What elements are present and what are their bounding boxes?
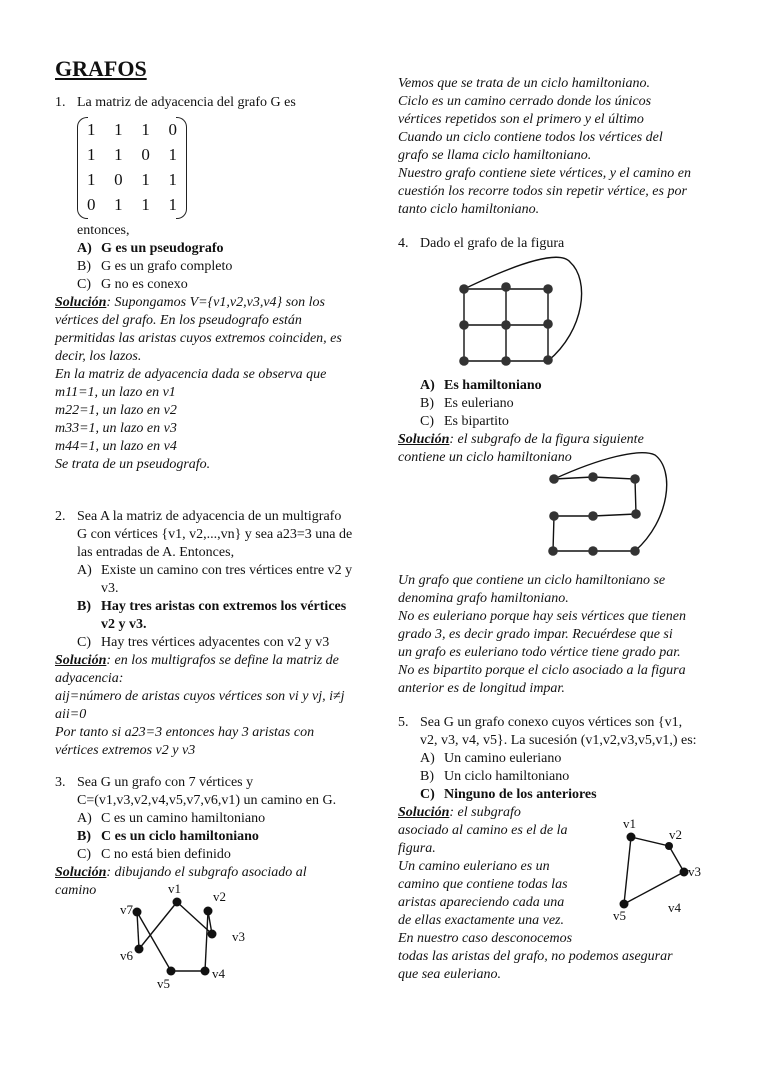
solution-text: contiene un ciclo hamiltoniano bbox=[398, 450, 572, 465]
vertex-label: v1 bbox=[623, 816, 636, 831]
explanation-text: Cuando un ciclo contiene todos los vértices del bbox=[398, 130, 663, 145]
matrix-cell: 0 bbox=[114, 170, 123, 189]
stem-text: Dado el grafo de la figura bbox=[420, 236, 565, 251]
matrix-cell: 1 bbox=[87, 145, 96, 164]
vertex-label: v5 bbox=[613, 908, 626, 923]
question-number: 4. bbox=[398, 236, 409, 251]
option-label: C) bbox=[77, 635, 91, 650]
solution-text: aii=0 bbox=[55, 707, 87, 722]
stem-text: Sea G un grafo con 7 vértices y bbox=[77, 775, 254, 790]
stem-text: v2, v3, v4, v5}. La sucesión (v1,v2,v3,v5,v1,) es: bbox=[420, 733, 697, 748]
option-label: C) bbox=[77, 277, 91, 292]
solution-text: aristas apareciendo cada una bbox=[398, 895, 565, 910]
option-label: A) bbox=[77, 241, 92, 256]
explanation-text: grafo se llama ciclo hamiltoniano. bbox=[398, 148, 592, 163]
option-text: Hay tres vértices adyacentes con v2 y v3 bbox=[101, 635, 330, 650]
matrix-cell: 1 bbox=[141, 120, 150, 139]
vertex-label: v2 bbox=[669, 827, 682, 842]
matrix-cell: 0 bbox=[168, 120, 177, 139]
solution-text: de ellas exactamente una vez. bbox=[398, 913, 564, 928]
vertex-label: v1 bbox=[168, 881, 181, 896]
option-text: G no es conexo bbox=[101, 277, 188, 292]
option-label: A) bbox=[420, 751, 435, 766]
matrix-cell: 1 bbox=[87, 170, 96, 189]
option-label: C) bbox=[420, 787, 435, 802]
solution-text: : Supongamos V={v1,v2,v3,v4} son los bbox=[106, 295, 325, 310]
vertex-label: v4 bbox=[668, 900, 681, 915]
solution-text: figura. bbox=[398, 841, 436, 856]
explanation-text: anterior es de longitud impar. bbox=[398, 681, 565, 696]
explanation-text: denomina grafo hamiltoniano. bbox=[398, 591, 569, 606]
matrix-cell: 1 bbox=[141, 170, 150, 189]
solution-text: m22=1, un lazo en v2 bbox=[55, 403, 177, 418]
solution-text: : en los multigrafos se define la matriz de bbox=[106, 653, 339, 668]
vertex-label: v3 bbox=[232, 929, 245, 944]
vertex-label: v3 bbox=[688, 864, 701, 879]
option-text: C es un ciclo hamiltoniano bbox=[101, 829, 259, 844]
stem-text: C=(v1,v3,v2,v4,v5,v7,v6,v1) un camino en G. bbox=[77, 793, 337, 808]
explanation-text: grado 3, es decir grado impar. Recuérdese que si bbox=[398, 627, 673, 642]
option-text-cont: v3. bbox=[101, 581, 119, 596]
option-text: Un ciclo hamiltoniano bbox=[444, 769, 570, 784]
solution-text: Un camino euleriano es un bbox=[398, 859, 550, 874]
solution-text: decir, los lazos. bbox=[55, 349, 142, 364]
stem-text: G con vértices {v1, v2,...,vn} y sea a23=3 una de bbox=[77, 527, 353, 542]
solution-text: En nuestro caso desconocemos bbox=[398, 931, 573, 946]
option-text: Un camino euleriano bbox=[444, 751, 562, 766]
option-text: Es euleriano bbox=[444, 396, 514, 411]
vertex-label: v5 bbox=[157, 976, 170, 991]
solution-text: m33=1, un lazo en v3 bbox=[55, 421, 177, 436]
question-number: 2. bbox=[55, 509, 66, 524]
solution-text: m11=1, un lazo en v1 bbox=[55, 385, 176, 400]
matrix-cell: 1 bbox=[168, 195, 177, 214]
explanation-text: No es bipartito porque el ciclo asociado a la figura bbox=[398, 663, 686, 678]
explanation-text: Vemos que se trata de un ciclo hamiltoniano. bbox=[398, 76, 650, 91]
explanation-text: No es euleriano porque hay seis vértices que tienen bbox=[398, 609, 686, 624]
option-text: Existe un camino con tres vértices entre v2 y bbox=[101, 563, 353, 578]
stem-text: Sea A la matriz de adyacencia de un multigrafo bbox=[77, 509, 342, 524]
solution-text: Por tanto si a23=3 entonces hay 3 aristas con bbox=[55, 725, 315, 740]
page-title: GRAFOS bbox=[55, 56, 147, 81]
option-label: A) bbox=[420, 378, 435, 393]
explanation-text: vértices repetidos son el primero y el último bbox=[398, 112, 644, 127]
option-text: C es un camino hamiltoniano bbox=[101, 811, 266, 826]
stem-text: las entradas de A. Entonces, bbox=[77, 545, 235, 560]
option-label: C) bbox=[77, 847, 91, 862]
option-text: G es un pseudografo bbox=[101, 241, 224, 256]
explanation-text: Un grafo que contiene un ciclo hamiltoniano se bbox=[398, 573, 666, 588]
matrix-cell: 1 bbox=[168, 170, 177, 189]
explanation-text: un grafo es euleriano todo vértice tiene grado par. bbox=[398, 645, 681, 660]
solution-label: Solución bbox=[398, 432, 450, 447]
vertex-label: v4 bbox=[212, 966, 225, 981]
solution-label: Solución bbox=[55, 653, 107, 668]
solution-text: Se trata de un pseudografo. bbox=[55, 457, 211, 472]
solution-text: vértices extremos v2 y v3 bbox=[55, 743, 196, 758]
solution-text: vértices del grafo. En los pseudografo están bbox=[55, 313, 302, 328]
question-number: 5. bbox=[398, 715, 409, 730]
solution-text: camino que contiene todas las bbox=[398, 877, 568, 892]
after-matrix-text: entonces, bbox=[77, 223, 130, 238]
matrix-cell: 1 bbox=[168, 145, 177, 164]
solution-text: adyacencia: bbox=[55, 671, 124, 686]
option-text-cont: v2 y v3. bbox=[101, 617, 147, 632]
vertex-label: v2 bbox=[213, 889, 226, 904]
vertex-label: v7 bbox=[120, 902, 133, 917]
matrix-cell: 1 bbox=[114, 195, 123, 214]
matrix-cell: 1 bbox=[141, 195, 150, 214]
option-label: B) bbox=[77, 599, 91, 614]
solution-text: : dibujando el subgrafo asociado al bbox=[106, 865, 307, 880]
matrix-cell: 0 bbox=[141, 145, 150, 164]
stem-text: La matriz de adyacencia del grafo G es bbox=[77, 95, 296, 110]
explanation-text: cuestión los recorre todos sin repetir vértice, es por bbox=[398, 184, 687, 199]
option-text: Hay tres aristas con extremos los vértices bbox=[101, 599, 347, 614]
solution-text: : el subgrafo bbox=[449, 805, 521, 820]
solution-text: m44=1, un lazo en v4 bbox=[55, 439, 177, 454]
solution-label: Solución bbox=[55, 865, 107, 880]
vertex-label: v6 bbox=[120, 948, 133, 963]
option-label: B) bbox=[77, 259, 91, 274]
question-number: 3. bbox=[55, 775, 66, 790]
matrix-cell: 1 bbox=[87, 120, 96, 139]
option-label: B) bbox=[77, 829, 91, 844]
option-text: Es hamiltoniano bbox=[444, 378, 542, 393]
option-label: A) bbox=[77, 811, 92, 826]
option-label: C) bbox=[420, 414, 434, 429]
option-label: B) bbox=[420, 769, 434, 784]
explanation-text: tanto ciclo hamiltoniano. bbox=[398, 202, 540, 217]
solution-text: : el subgrafo de la figura siguiente bbox=[449, 432, 644, 447]
solution-label: Solución bbox=[55, 295, 107, 310]
solution-text: todas las aristas del grafo, no podemos asegurar bbox=[398, 949, 673, 964]
option-text: G es un grafo completo bbox=[101, 259, 233, 274]
option-text: Es bipartito bbox=[444, 414, 509, 429]
solution-text: que sea euleriano. bbox=[398, 967, 502, 982]
explanation-text: Ciclo es un camino cerrado donde los únicos bbox=[398, 94, 652, 109]
option-label: A) bbox=[77, 563, 92, 578]
option-text: Ninguno de los anteriores bbox=[444, 787, 597, 802]
solution-text: asociado al camino es el de la bbox=[398, 823, 568, 838]
explanation-text: Nuestro grafo contiene siete vértices, y el camino en bbox=[398, 166, 692, 181]
option-text: C no está bien definido bbox=[101, 847, 231, 862]
option-label: B) bbox=[420, 396, 434, 411]
solution-text: camino bbox=[55, 883, 97, 898]
matrix-cell: 1 bbox=[114, 120, 123, 139]
solution-text: En la matriz de adyacencia dada se observa que bbox=[55, 367, 327, 382]
matrix-cell: 0 bbox=[87, 195, 96, 214]
matrix-cell: 1 bbox=[114, 145, 123, 164]
solution-text: permitidas las aristas cuyos extremos coinciden, es bbox=[55, 331, 342, 346]
question-number: 1. bbox=[55, 95, 66, 110]
solution-label: Solución bbox=[398, 805, 450, 820]
stem-text: Sea G un grafo conexo cuyos vértices son {v1, bbox=[420, 715, 683, 730]
solution-text: aij=número de aristas cuyos vértices son vi y vj, i≠j bbox=[55, 689, 345, 704]
